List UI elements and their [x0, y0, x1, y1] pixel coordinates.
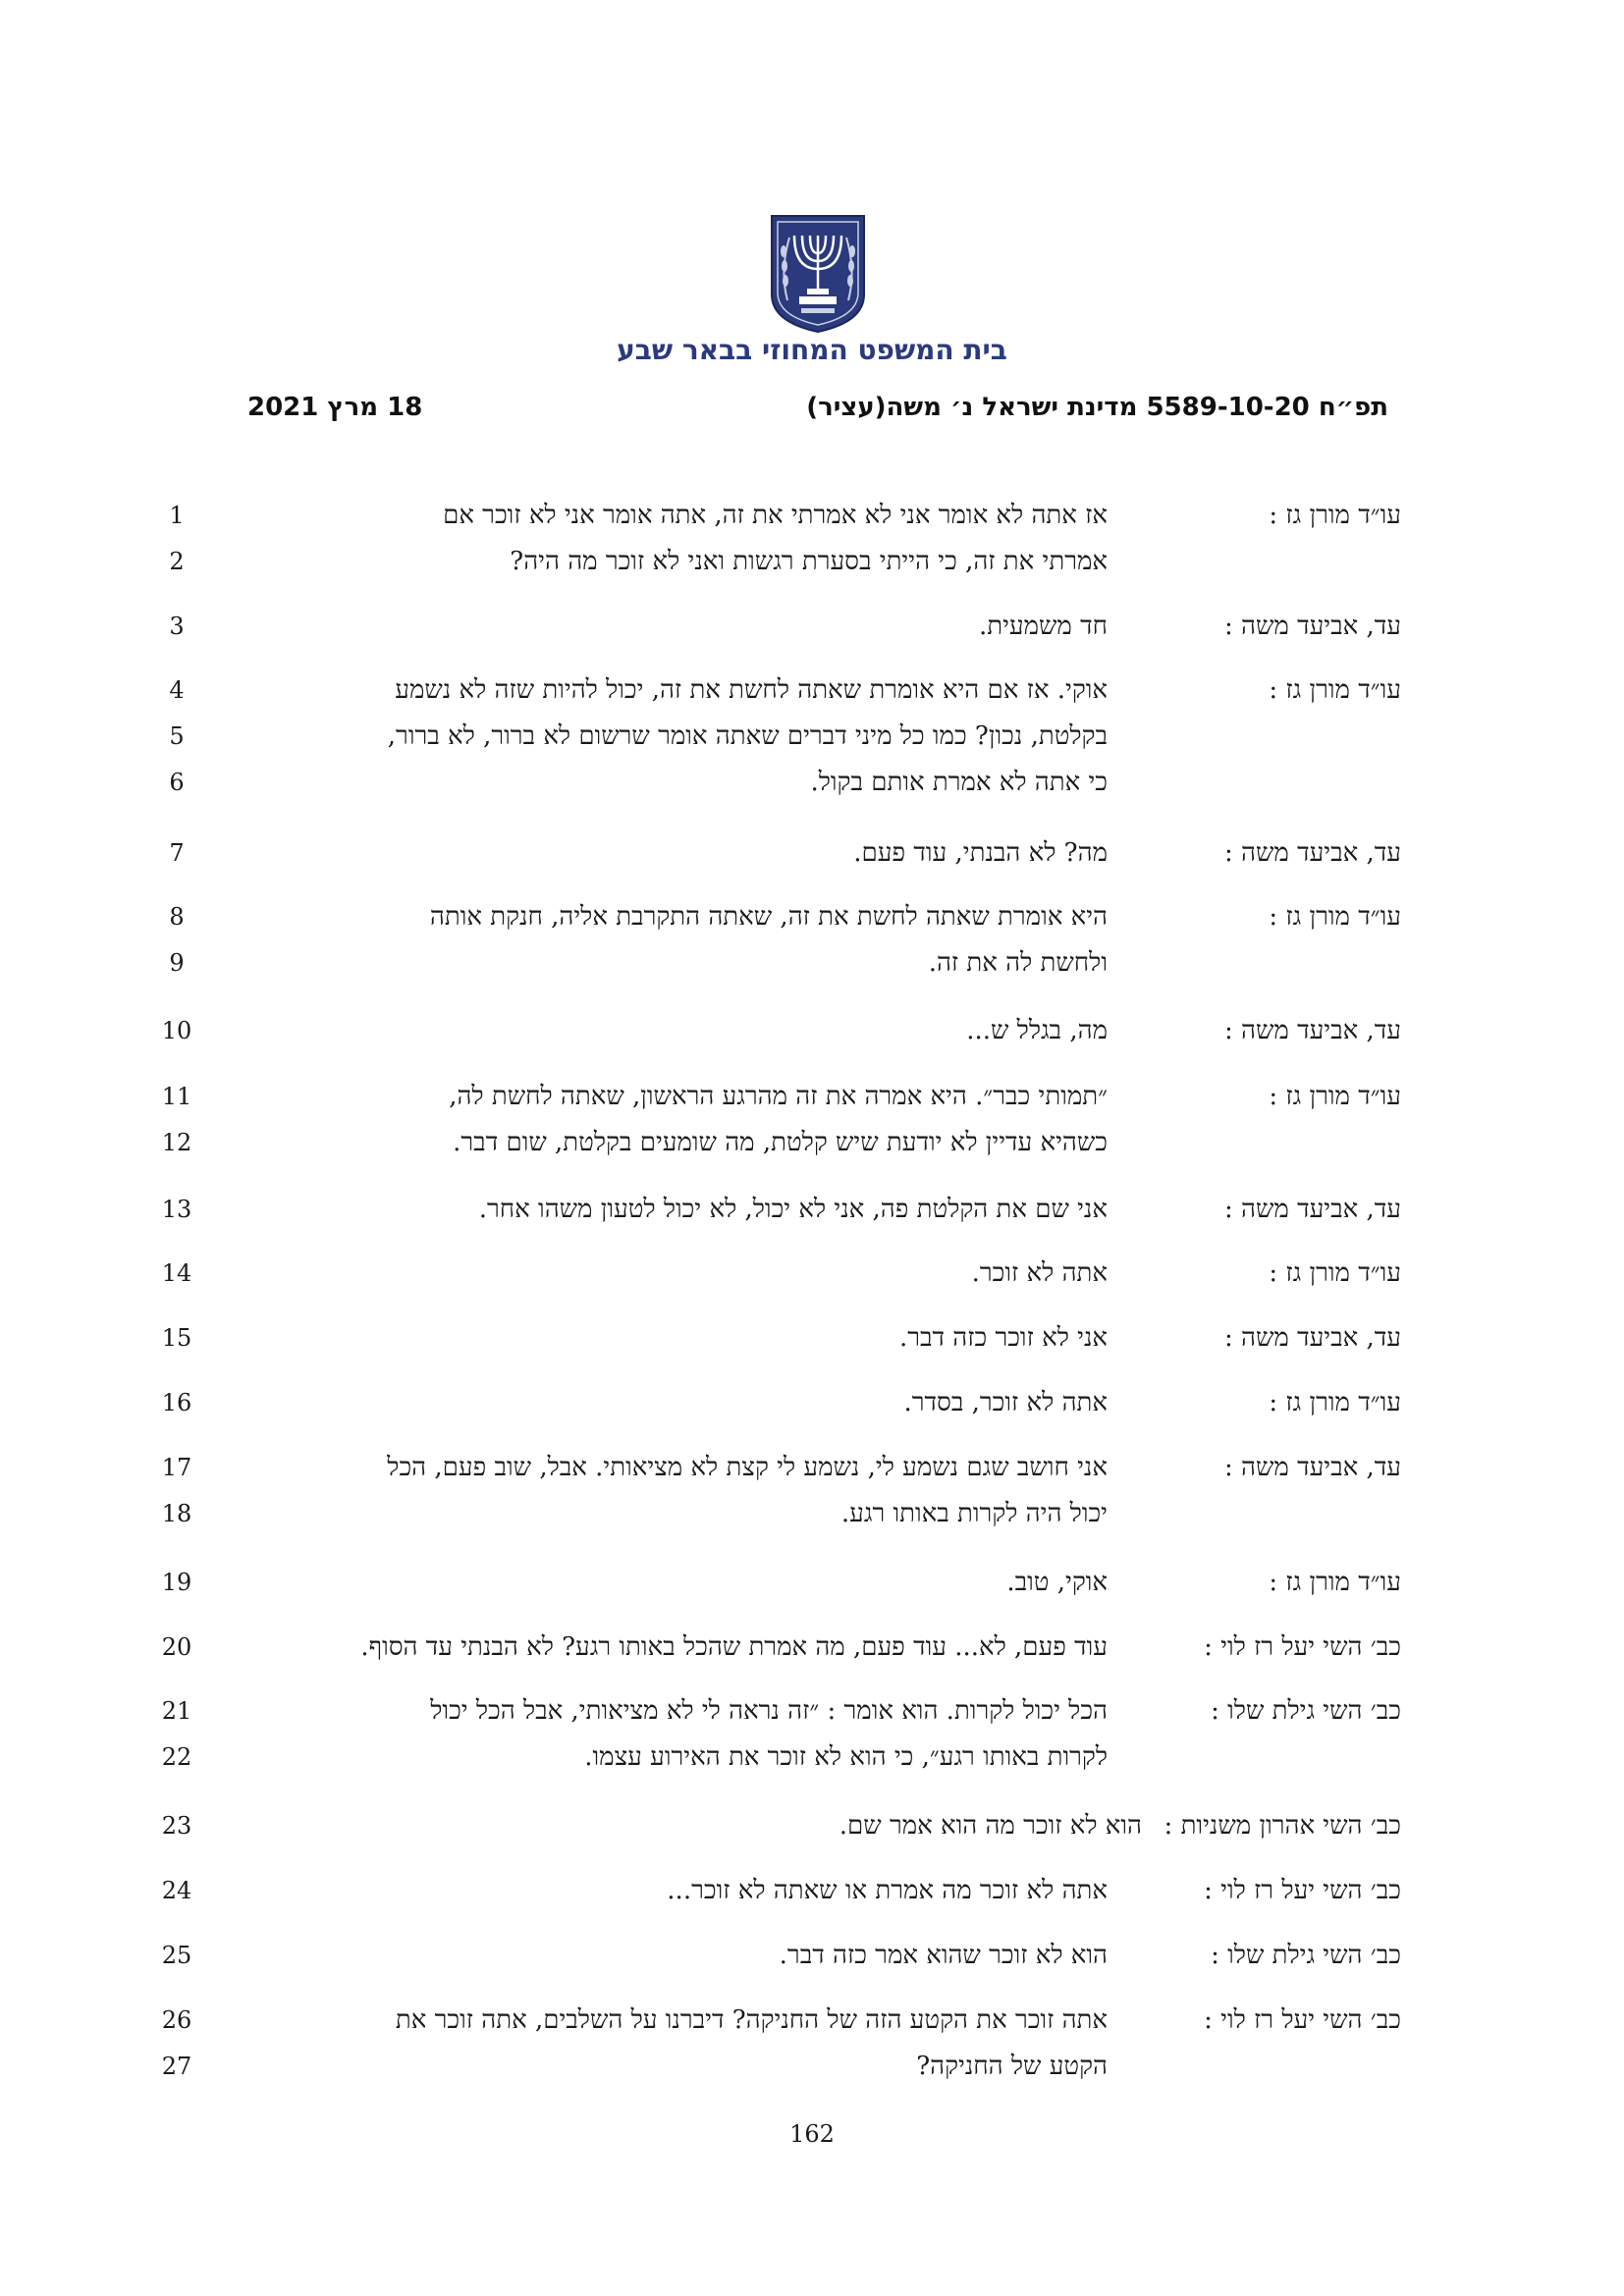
speaker-label: כב׳ השי גילת שלו : — [1211, 1696, 1401, 1726]
line-number: 6 — [169, 769, 185, 796]
court-name: בית המשפט המחוזי בבאר שבע — [617, 334, 1007, 366]
line-number: 16 — [161, 1389, 192, 1416]
state-emblem-icon — [768, 212, 868, 334]
line-number: 9 — [169, 949, 185, 977]
line-text: מה, בגלל ש... — [966, 1016, 1108, 1045]
speaker-label: עד, אביעד משה : — [1224, 1016, 1401, 1045]
line-number: 11 — [161, 1083, 192, 1110]
speaker-label: עו״ד מורן גז : — [1269, 1568, 1401, 1597]
case-date: 18 מרץ 2021 — [247, 393, 423, 422]
line-text: אוקי. אז אם היא אומרת שאתה לחשת את זה, יכול להיות שזה לא נשמע — [395, 675, 1108, 705]
line-text: אני חושב שגם נשמע לי, נשמע לי קצת לא מציאותי. אבל, שוב פעם, הכל — [387, 1453, 1108, 1482]
line-number: 24 — [161, 1877, 192, 1904]
line-text: בקלטת, נכון? כמו כל מיני דברים שאתה אומר שרשום לא ברור, לא ברור, — [387, 721, 1108, 751]
speaker-label: כב׳ השי יעל רז לוי : — [1204, 1876, 1401, 1905]
speaker-label: עד, אביעד משה : — [1224, 1453, 1401, 1482]
line-number: 5 — [169, 722, 185, 750]
line-number: 20 — [161, 1633, 192, 1661]
line-text: כי אתה לא אמרת אותם בקול. — [810, 768, 1108, 797]
line-number: 26 — [161, 2006, 192, 2034]
line-number: 23 — [161, 1812, 192, 1840]
line-number: 25 — [161, 1942, 192, 1969]
line-text: לקרות באותו רגע״, כי הוא לא זוכר את האירוע עצמו. — [584, 1742, 1108, 1772]
line-number: 14 — [161, 1259, 192, 1287]
line-number: 1 — [169, 502, 185, 529]
line-number: 4 — [169, 676, 185, 704]
line-text: עוד פעם, לא... עוד פעם, מה אמרת שהכל באותו רגע? לא הבנתי עד הסוף. — [360, 1632, 1108, 1662]
speaker-label: כב׳ השי גילת שלו : — [1211, 1941, 1401, 1970]
line-text: ולחשת לה את זה. — [928, 948, 1108, 978]
speaker-label: עד, אביעד משה : — [1224, 838, 1401, 868]
line-text: חד משמעית. — [978, 612, 1108, 641]
line-number: 2 — [169, 548, 185, 575]
line-text: אתה לא זוכר. — [971, 1258, 1108, 1288]
line-text: הכל יכול לקרות. הוא אומר : ״זה נראה לי לא מציאותי, אבל הכל יכול — [430, 1696, 1108, 1726]
speaker-label: עו״ד מורן גז : — [1269, 501, 1401, 530]
line-text: הוא לא זוכר שהוא אמר כזה דבר. — [779, 1941, 1108, 1970]
line-text: היא אומרת שאתה לחשת את זה, שאתה התקרבת אליה, חנקת אותה — [429, 902, 1108, 932]
line-number: 10 — [161, 1017, 192, 1044]
line-number: 21 — [161, 1697, 192, 1725]
line-number: 13 — [161, 1196, 192, 1223]
speaker-label: עו״ד מורן גז : — [1269, 1082, 1401, 1111]
line-text: אני לא זוכר כזה דבר. — [898, 1323, 1108, 1353]
line-number: 22 — [161, 1743, 192, 1771]
line-number: 8 — [169, 903, 185, 931]
line-number: 12 — [161, 1129, 192, 1156]
line-text: אוקי, טוב. — [1006, 1568, 1108, 1597]
speaker-label: כב׳ השי אהרון משניות : — [1164, 1811, 1401, 1841]
line-text: הקטע של החניקה? — [916, 2052, 1108, 2081]
line-text: הוא לא זוכר מה הוא אמר שם. — [839, 1811, 1142, 1841]
speaker-label: עד, אביעד משה : — [1224, 1323, 1401, 1353]
speaker-label: כב׳ השי יעל רז לוי : — [1204, 2005, 1401, 2035]
speaker-label: עו״ד מורן גז : — [1269, 675, 1401, 705]
line-text: מה? לא הבנתי, עוד פעם. — [853, 838, 1108, 868]
line-number: 3 — [169, 613, 185, 640]
page-number: 162 — [789, 2120, 835, 2148]
speaker-label: עד, אביעד משה : — [1224, 1195, 1401, 1224]
line-text: אתה זוכר את הקטע הזה של החניקה? דיברנו על השלבים, אתה זוכר את — [395, 2005, 1108, 2035]
line-text: יכול היה לקרות באותו רגע. — [840, 1499, 1108, 1528]
speaker-label: עו״ד מורן גז : — [1269, 902, 1401, 932]
line-text: אמרתי את זה, כי הייתי בסערת רגשות ואני לא זוכר מה היה? — [510, 547, 1108, 576]
line-number: 19 — [161, 1569, 192, 1596]
line-number: 7 — [169, 839, 185, 867]
line-number: 18 — [161, 1500, 192, 1527]
line-number: 15 — [161, 1324, 192, 1352]
line-text: אני שם את הקלטת פה, אני לא יכול, לא יכול לטעון משהו אחר. — [478, 1195, 1108, 1224]
line-text: אתה לא זוכר, בסדר. — [903, 1388, 1108, 1417]
line-text: ״תמותי כבר״. היא אמרה את זה מהרגע הראשון, שאתה לחשת לה, — [449, 1082, 1108, 1111]
speaker-label: עו״ד מורן גז : — [1269, 1388, 1401, 1417]
case-title: תפ״ח 5589-10-20 מדינת ישראל נ׳ משה(עציר) — [806, 393, 1388, 422]
line-text: כשהיא עדיין לא יודעת שיש קלטת, מה שומעים בקלטת, שום דבר. — [453, 1128, 1108, 1157]
speaker-label: עד, אביעד משה : — [1224, 612, 1401, 641]
line-text: אתה לא זוכר מה אמרת או שאתה לא זוכר... — [667, 1876, 1108, 1905]
line-number: 17 — [161, 1454, 192, 1481]
line-number: 27 — [161, 2053, 192, 2080]
speaker-label: כב׳ השי יעל רז לוי : — [1204, 1632, 1401, 1662]
speaker-label: עו״ד מורן גז : — [1269, 1258, 1401, 1288]
line-text: אז אתה לא אומר אני לא אמרתי את זה, אתה אומר אני לא זוכר אם — [443, 501, 1108, 530]
